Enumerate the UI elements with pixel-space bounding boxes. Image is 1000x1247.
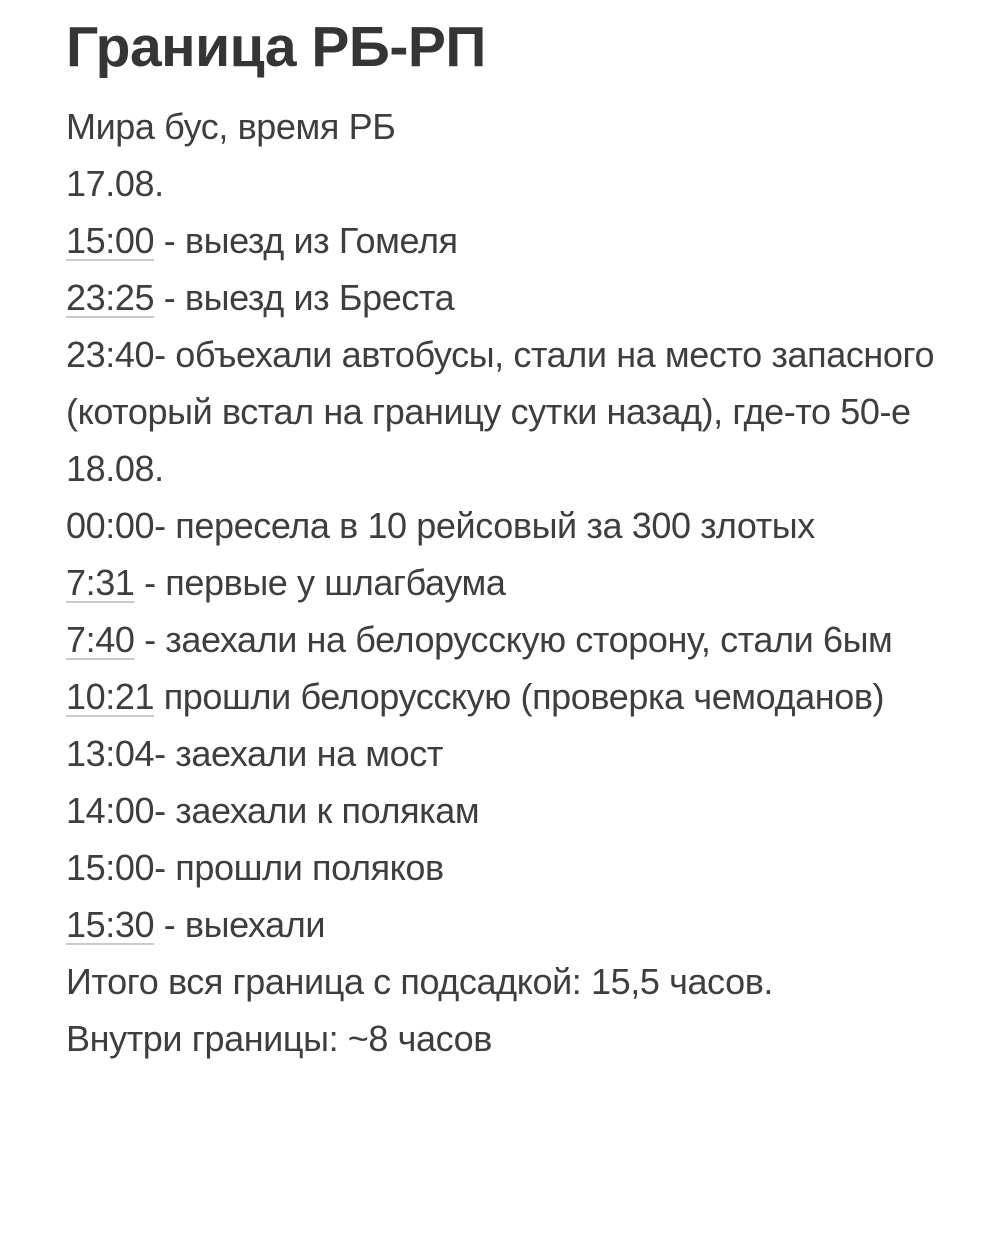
time-link[interactable]: 15:30 <box>66 904 155 945</box>
time-text: 14:00 <box>66 790 155 831</box>
entry-separator: - <box>154 220 185 261</box>
timeline-entry <box>66 611 942 668</box>
entry-text: заехали на белорусскую сторону, стали 6ым <box>165 619 893 660</box>
time-link[interactable]: 7:40 <box>66 619 135 660</box>
date-heading: 18.08. <box>66 448 164 489</box>
timeline <box>66 155 942 953</box>
timeline-entry <box>66 839 942 896</box>
entry-text: пересела в 10 рейсовый за 300 злотых <box>175 505 815 546</box>
time-text: 00:00 <box>66 505 155 546</box>
entry-separator: - <box>154 334 176 375</box>
time-link[interactable]: 10:21 <box>66 676 155 717</box>
entry-text: выезд из Бреста <box>184 277 455 318</box>
summary-total-border: Итого вся граница с подсадкой: 15,5 часов. <box>66 961 774 1002</box>
page-title: Граница РБ-РП <box>66 15 486 79</box>
time-link[interactable]: 23:25 <box>66 277 155 318</box>
time-text: 13:04 <box>66 733 155 774</box>
timeline-entry <box>66 554 942 611</box>
entry-separator <box>154 676 164 717</box>
entry-separator: - <box>154 733 176 774</box>
timeline-entry <box>66 725 942 782</box>
entry-separator: - <box>134 619 166 660</box>
entry-separator: - <box>154 505 176 546</box>
subtitle: Мира бус, время РБ <box>66 106 396 147</box>
entry-separator: - <box>134 562 166 603</box>
entry-text: первые у шлагбаума <box>165 562 506 603</box>
timeline-entry <box>66 668 942 725</box>
entry-separator: - <box>154 904 185 945</box>
timeline-entry <box>66 269 942 326</box>
entry-text: заехали на мост <box>175 733 443 774</box>
time-text: 23:40 <box>66 334 155 375</box>
summary-inside-border: Внутри границы: ~8 часов <box>66 1018 492 1059</box>
entry-text: выехали <box>184 904 326 945</box>
entry-text: прошли белорусскую (проверка чемоданов) <box>163 676 885 717</box>
entry-separator: - <box>154 277 185 318</box>
entry-text: объехали автобусы, стали на место запасного (который встал на границу сутки назад), где-то 50-е <box>66 334 935 432</box>
date-heading: 17.08. <box>66 163 164 204</box>
time-link[interactable]: 7:31 <box>66 562 135 603</box>
timeline-entry <box>66 782 942 839</box>
entry-separator: - <box>154 847 176 888</box>
timeline-entry <box>66 497 942 554</box>
time-text: 15:00 <box>66 847 155 888</box>
entry-text: заехали к полякам <box>175 790 480 831</box>
entry-separator: - <box>154 790 176 831</box>
timeline-entry <box>66 896 942 953</box>
entry-text: выезд из Гомеля <box>184 220 458 261</box>
timeline-entry <box>66 212 942 269</box>
entry-text: прошли поляков <box>175 847 444 888</box>
time-link[interactable]: 15:00 <box>66 220 155 261</box>
timeline-entry <box>66 326 942 440</box>
